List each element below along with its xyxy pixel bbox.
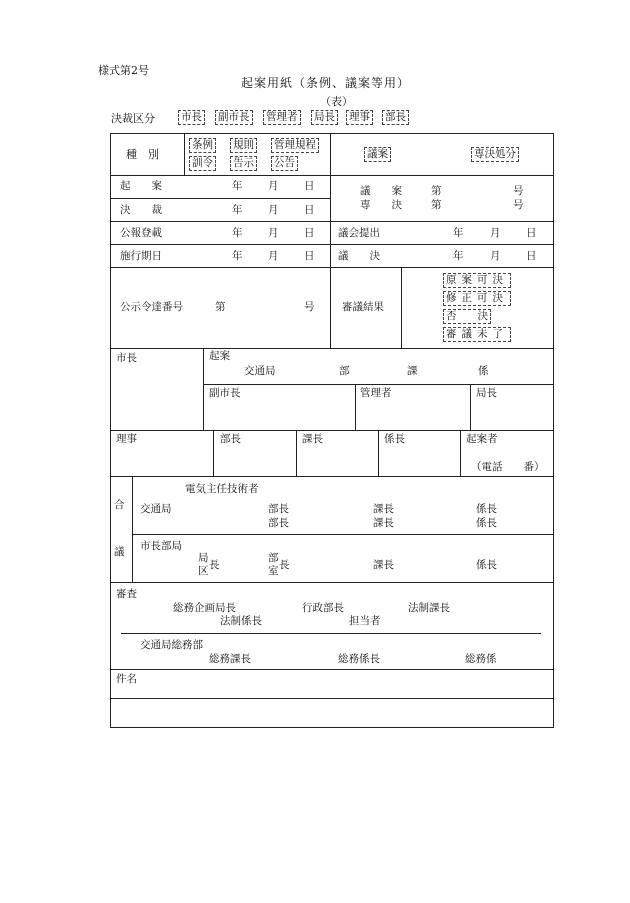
mayor-label: 市長 [116,352,137,364]
kind-option-jorei[interactable]: 条例 [189,138,216,153]
review-label: 審査 [116,588,137,600]
dept-kakari: 係 [478,365,489,377]
kind-option-koukoku[interactable]: 公告 [271,156,298,171]
form-number: 様式第2号 [98,64,149,77]
riji-label: 理事 [116,433,137,445]
kian-sub-label: 起案 [209,350,230,362]
ku-char: 区 [198,565,209,577]
city-dept-label: 市長部局 [140,540,182,552]
kind-option-kokuji[interactable]: 告示 [230,156,257,171]
senketsu-go: 号 [513,199,524,211]
approval-option-riji[interactable]: 理事 [346,110,373,125]
dept-ka: 課 [407,365,418,377]
koho-year: 年 [232,227,243,239]
consultation-label-bottom: 議 [114,546,125,558]
kyoku-cho-char: 長 [209,559,220,571]
giketsu-month: 月 [490,250,501,262]
review-somu-kakaricho: 総務係長 [338,653,380,665]
kyoku-char: 局 [198,552,209,564]
shiko-day: 日 [304,250,315,262]
gikai-day: 日 [526,227,537,239]
dept-transport: 交通局 [244,365,276,377]
review-somu-kacho: 総務課長 [209,653,251,665]
review-gyosei: 行政部長 [302,602,344,614]
vice-mayor-label: 副市長 [209,387,241,399]
consult-bucho-2: 部長 [268,517,289,529]
engineer-label: 電気主任技術者 [185,483,259,495]
shingi-option-genan[interactable]: 原案可決 [443,273,511,288]
kian-year: 年 [232,180,243,192]
consult-kakaricho-3: 係長 [476,559,497,571]
bu-cho-char: 長 [279,559,290,571]
gikai-label: 議会提出 [338,227,380,239]
koho-day: 日 [304,227,315,239]
shingi-option-miryo[interactable]: 審議未了 [443,327,511,342]
consultation-label-top: 合 [114,499,125,511]
bu-char: 部 [268,552,279,564]
kessai-month: 月 [268,204,279,216]
kind-label: 種 別 [126,148,159,161]
shiko-label: 施行期日 [120,250,162,262]
review-hosei-kacho: 法制課長 [408,602,450,614]
gian-label: 議 案 [360,185,402,197]
subject-input-area[interactable] [111,699,551,725]
subject-label: 件名 [116,673,137,685]
kian-day: 日 [304,180,315,192]
kessai-label: 決 裁 [120,204,162,216]
form-title: 起案用紙（条例、議案等用） [241,76,411,90]
giketsu-label: 議 決 [338,250,380,262]
review-transport-somu: 交通局総務部 [140,639,203,651]
bucho-label: 部長 [220,433,241,445]
consult-kacho-3: 課長 [373,559,394,571]
kessai-day: 日 [304,204,315,216]
approval-option-mayor[interactable]: 市長 [178,110,205,125]
kessai-year: 年 [232,204,243,216]
consult-kakaricho-2: 係長 [476,517,497,529]
phone-label: （電話 番） [471,461,545,473]
gian-dai: 第 [431,185,442,197]
manager-label: 管理者 [360,387,392,399]
koho-label: 公報登載 [120,227,162,239]
senketsu-dai: 第 [431,199,442,211]
gian-go: 号 [513,185,524,197]
kian-label: 起 案 [120,180,162,192]
approval-option-vice-mayor[interactable]: 副市長 [215,110,253,125]
kokoku-go: 号 [304,301,315,313]
kokoku-label: 公示令達番号 [120,301,183,313]
kian-month: 月 [268,180,279,192]
form-subtitle: （表） [320,95,353,108]
kakaricho-label: 係長 [384,433,405,445]
kind-option-kunrei[interactable]: 訓令 [189,156,216,171]
kind-option-senketsu[interactable]: 専決処分 [471,147,519,162]
kind-option-kisoku[interactable]: 規則 [230,138,257,153]
koho-month: 月 [268,227,279,239]
giketsu-year: 年 [453,250,464,262]
consult-kacho-2: 課長 [373,517,394,529]
consult-kacho-1: 課長 [373,503,394,515]
gikai-year: 年 [453,227,464,239]
approval-class-label: 決裁区分 [111,112,155,125]
shiko-year: 年 [232,250,243,262]
consult-transport: 交通局 [140,503,172,515]
shitsu-char: 室 [268,565,279,577]
shingi-option-shusei[interactable]: 修正可決 [443,291,511,306]
shingi-label: 審議結果 [342,301,384,313]
review-tanto: 担当者 [349,615,381,627]
consult-kakaricho-1: 係長 [476,503,497,515]
director-label: 局長 [476,387,497,399]
kokoku-dai: 第 [215,301,226,313]
review-somu-kakari: 総務係 [465,653,497,665]
drafter-label: 起案者 [466,433,498,445]
giketsu-day: 日 [526,250,537,262]
kacho-label: 課長 [302,433,323,445]
kind-option-gian[interactable]: 議案 [364,147,391,162]
review-hosei-kakaricho: 法制係長 [220,615,262,627]
kind-option-kanri-kitei[interactable]: 管理規程 [271,138,319,153]
approval-option-manager[interactable]: 管理者 [263,110,301,125]
gikai-month: 月 [490,227,501,239]
shiko-month: 月 [268,250,279,262]
consult-bucho-1: 部長 [268,503,289,515]
shingi-option-hiketsu[interactable]: 否 決 [443,309,491,324]
review-somu-kikaku: 総務企画局長 [173,602,236,614]
approval-option-bucho[interactable]: 部長 [382,110,409,125]
senketsu-label: 専 決 [360,199,402,211]
dept-bu: 部 [339,365,350,377]
approval-option-director[interactable]: 局長 [311,110,338,125]
